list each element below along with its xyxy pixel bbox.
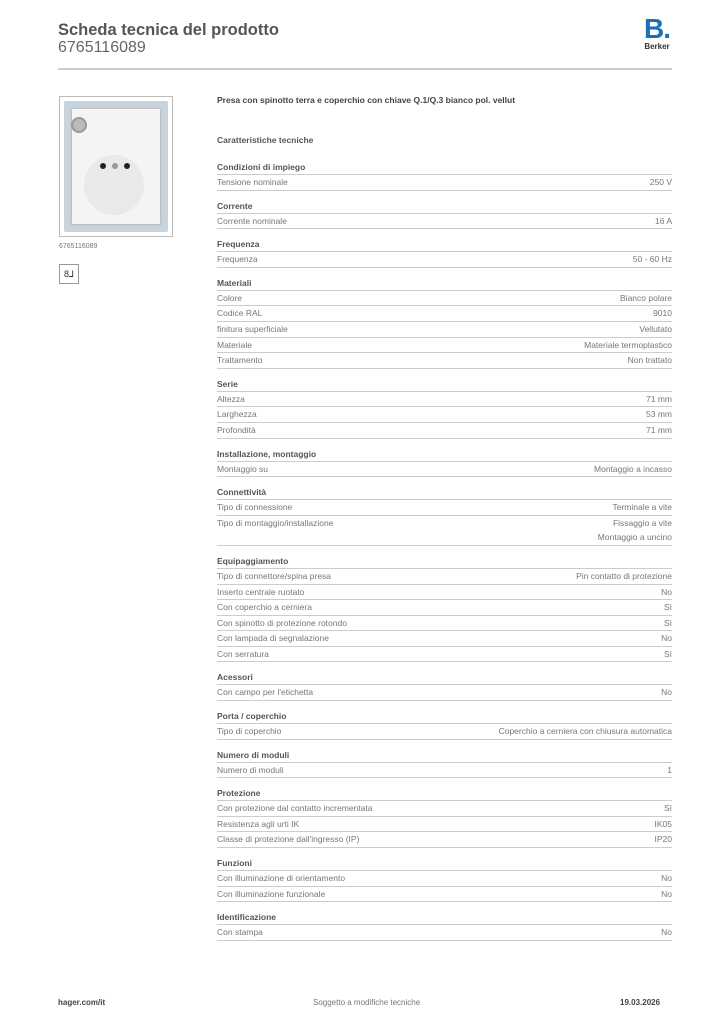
spec-value: IP20 [654, 834, 672, 845]
spec-row [217, 306, 672, 322]
spec-row [217, 685, 672, 701]
spec-value: Materiale termoplastico [584, 339, 672, 350]
spec-value: No [661, 927, 672, 938]
spec-section-title: Protezione [217, 786, 672, 801]
spec-row [217, 832, 672, 848]
spec-section-title: Connettività [217, 485, 672, 500]
spec-section-title: Frequenza [217, 237, 672, 252]
page-title: Scheda tecnica del prodotto [58, 21, 279, 39]
spec-label: finitura superficiale [217, 323, 288, 334]
spec-row [217, 500, 672, 516]
spec-row [217, 338, 672, 354]
spec-label: Larghezza [217, 409, 257, 420]
spec-section-title: Funzioni [217, 856, 672, 871]
spec-label: Profondità [217, 424, 256, 435]
spec-row [217, 291, 672, 307]
spec-value: 16 A [654, 215, 672, 226]
logo-name: Berker [644, 42, 670, 51]
spec-value: 53 mm [646, 409, 672, 420]
spec-section [217, 237, 672, 268]
spec-label: Con campo per l'etichetta [217, 687, 314, 698]
berker-logo [640, 13, 674, 51]
product-name: Presa con spinotto terra e coperchio con chiave Q.1/Q.3 bianco pol. vellut [217, 95, 516, 105]
spec-label: Colore [217, 292, 243, 303]
spec-section [217, 670, 672, 701]
spec-row [217, 763, 672, 779]
spec-value: Vellutato [639, 323, 672, 334]
spec-section [217, 447, 672, 478]
spec-row [217, 569, 672, 585]
spec-label: Codice RAL [217, 308, 263, 319]
spec-section-title: Identificazione [217, 910, 672, 925]
key-lock-icon [71, 117, 87, 133]
spec-label: Con illuminazione funzionale [217, 888, 326, 899]
spec-value: No [661, 888, 672, 899]
spec-value: 1 [667, 764, 672, 775]
spec-section-title: Corrente [217, 199, 672, 214]
spec-section [217, 910, 672, 941]
product-image [59, 96, 173, 237]
spec-value: No [661, 873, 672, 884]
product-code: 6765116089 [58, 39, 146, 56]
spec-value: 50 - 60 Hz [632, 254, 672, 265]
spec-section-title: Porta / coperchio [217, 709, 672, 724]
spec-label: Tipo di montaggio/installazione [217, 517, 334, 528]
spec-value: Montaggio a incasso [594, 463, 672, 474]
schematic-symbol-icon: 8⅃ [59, 264, 79, 284]
spec-label: Altezza [217, 393, 245, 404]
spec-row [217, 887, 672, 903]
header-divider [58, 68, 672, 70]
spec-label: Materiale [217, 339, 252, 350]
spec-value: 250 V [649, 177, 672, 187]
spec-label: Con illuminazione di orientamento [217, 873, 346, 884]
spec-row [217, 175, 672, 191]
spec-row [217, 214, 672, 230]
spec-row [217, 600, 672, 616]
spec-label: Tipo di connessione [217, 502, 293, 513]
spec-section [217, 199, 672, 230]
spec-label: Numero di moduli [217, 764, 284, 775]
spec-section [217, 377, 672, 439]
spec-row [217, 462, 672, 478]
spec-row [217, 871, 672, 887]
spec-label: Classe di protezione dall'ingresso (IP) [217, 834, 360, 845]
spec-row [217, 353, 672, 369]
spec-row [217, 407, 672, 423]
spec-label: Con serratura [217, 648, 269, 659]
spec-value: 71 mm [646, 393, 672, 404]
spec-row [217, 647, 672, 663]
spec-row [217, 516, 672, 546]
spec-label: Tipo di connettore/spina presa [217, 570, 332, 581]
image-caption: 6765116089 [59, 243, 98, 250]
spec-value: No [661, 633, 672, 644]
spec-section-title: Materiali [217, 276, 672, 291]
spec-section [217, 748, 672, 779]
spec-value: 9010 [653, 308, 672, 319]
spec-label: Resistenza agli urti IK [217, 818, 300, 829]
spec-row [217, 616, 672, 632]
spec-value: Terminale a vite [612, 502, 672, 513]
footer-date: 19.03.2026 [620, 998, 661, 1007]
spec-label: Montaggio su [217, 463, 269, 474]
spec-label: Corrente nominale [217, 215, 287, 226]
spec-section-title: Equipaggiamento [217, 554, 672, 569]
spec-value: Non trattato [627, 355, 672, 366]
spec-row [217, 252, 672, 268]
section-heading: Caratteristiche tecniche [217, 135, 314, 145]
spec-section-title: Installazione, montaggio [217, 447, 672, 462]
spec-label: Con lampada di segnalazione [217, 633, 329, 644]
spec-value: Sì [663, 648, 672, 659]
spec-section [217, 856, 672, 902]
spec-label: Frequenza [217, 254, 258, 265]
spec-section [217, 485, 672, 546]
spec-section-title: Numero di moduli [217, 748, 672, 763]
spec-section-title: Condizioni di impiego [217, 160, 672, 175]
spec-row [217, 801, 672, 817]
spec-section [217, 160, 672, 191]
spec-row [217, 631, 672, 647]
spec-label: Trattamento [217, 355, 263, 366]
spec-row [217, 925, 672, 941]
footer-note: Soggetto a modifiche tecniche [313, 998, 421, 1007]
spec-value: Pin contatto di protezione [576, 570, 672, 581]
spec-value: Sì [663, 617, 672, 628]
spec-value: 71 mm [646, 424, 672, 435]
spec-value: No [661, 687, 672, 698]
spec-label: Inserto centrale ruotato [217, 586, 305, 597]
spec-label: Con stampa [217, 927, 263, 938]
spec-row [217, 423, 672, 439]
spec-section [217, 709, 672, 740]
spec-label: Con protezione dal contatto incrementata [217, 803, 373, 814]
spec-label: Con spinotto di protezione rotondo [217, 617, 347, 628]
spec-value: Bianco polare [620, 292, 672, 303]
spec-section-title: Acessori [217, 670, 672, 685]
spec-value: Sì [663, 602, 672, 613]
spec-value: IK05 [654, 818, 672, 829]
spec-label: Tensione nominale [217, 177, 288, 187]
spec-value: No [661, 586, 672, 597]
spec-value: Coperchio a cerniera con chiusura automatica [498, 726, 672, 737]
spec-row [217, 322, 672, 338]
spec-label: Con coperchio a cerniera [217, 602, 312, 613]
spec-label: Tipo di coperchio [217, 726, 282, 737]
spec-section [217, 554, 672, 663]
spec-section-title: Serie [217, 377, 672, 392]
spec-value: Fissaggio a vite Montaggio a uncino [597, 517, 672, 543]
spec-row [217, 392, 672, 408]
spec-table [217, 95, 672, 941]
logo-letter: B. [644, 13, 670, 44]
footer-website: hager.com/it [58, 998, 106, 1007]
spec-section [217, 276, 672, 369]
spec-section [217, 786, 672, 848]
spec-row [217, 724, 672, 740]
spec-row [217, 585, 672, 601]
spec-value: Sì [663, 803, 672, 814]
spec-row [217, 817, 672, 833]
